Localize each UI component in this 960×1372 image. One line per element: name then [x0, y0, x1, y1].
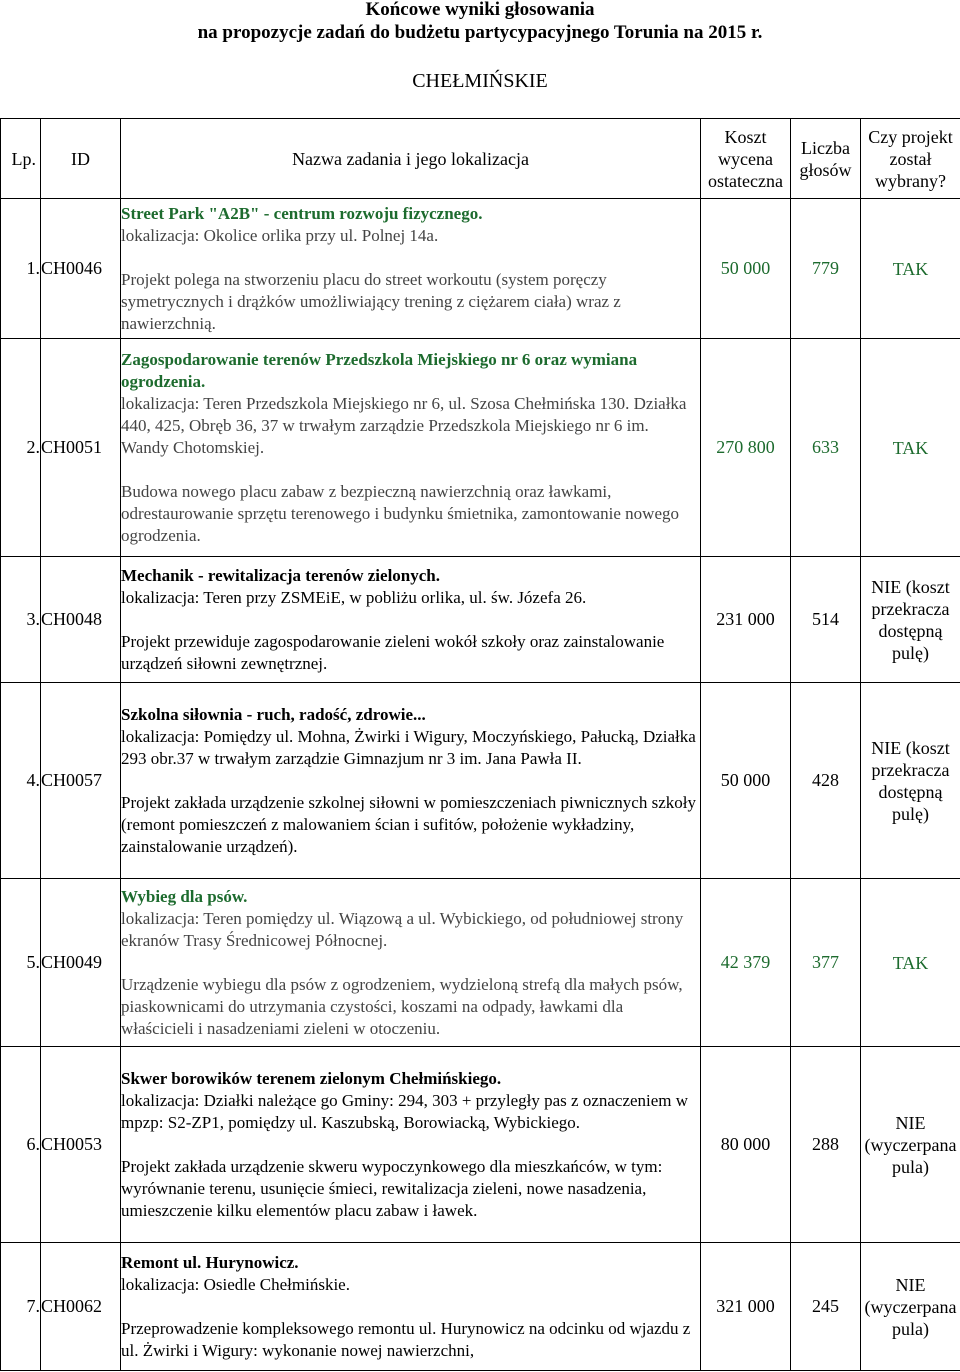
- row-id: CH0057: [41, 683, 121, 879]
- table-row: [1, 557, 960, 683]
- project-title: Skwer borowików terenem zielonym Chełmińskiego.: [121, 1068, 502, 1088]
- row-lp: 6.: [1, 1047, 41, 1243]
- row-id: CH0048: [41, 557, 121, 683]
- row-selected: TAK: [861, 339, 960, 557]
- table-row: [1, 1243, 960, 1371]
- row-votes: 377: [791, 879, 861, 1047]
- project-title: Wybieg dla psów.: [121, 886, 248, 906]
- row-id: CH0046: [41, 199, 121, 339]
- header-lp: Lp.: [1, 119, 41, 199]
- row-votes: 514: [791, 557, 861, 683]
- table-row: [1, 879, 960, 1047]
- project-location: lokalizacja: Teren przy ZSMEiE, w pobliżu orlika, ul. św. Józefa 26.: [121, 587, 587, 607]
- project-location: lokalizacja: Teren Przedszkola Miejskiego nr 6, ul. Szosa Chełmińska 130. Działka 440, 425, Obręb 36, 37 w trwałym zarządzie Przedszkola Miejskiego nr 6 im. Wandy Chotomskiej.: [121, 393, 687, 457]
- results-table: [0, 118, 960, 1371]
- row-votes: 779: [791, 199, 861, 339]
- project-location: lokalizacja: Osiedle Chełmińskie.: [121, 1274, 350, 1294]
- project-description: Budowa nowego placu zabaw z bezpieczną nawierzchnią oraz ławkami, odrestaurowanie sprzętu terenowego i budynku śmietnika, zamontowanie nowego ogrodzenia.: [121, 481, 680, 545]
- table-row: [1, 683, 960, 879]
- project-title: Szkolna siłownia - ruch, radość, zdrowie...: [121, 704, 426, 724]
- row-votes: 288: [791, 1047, 861, 1243]
- row-cost: 321 000: [701, 1243, 791, 1371]
- row-lp: 3.: [1, 557, 41, 683]
- district-name: CHEŁMIŃSKIE: [412, 70, 548, 92]
- row-description-cell: [121, 339, 701, 557]
- table-header-row: [1, 119, 960, 199]
- row-lp: 4.: [1, 683, 41, 879]
- project-title: Zagospodarowanie terenów Przedszkola Miejskiego nr 6 oraz wymiana ogrodzenia.: [121, 349, 638, 391]
- table-row: [1, 199, 960, 339]
- row-lp: 5.: [1, 879, 41, 1047]
- row-description-cell: [121, 199, 701, 339]
- project-location: lokalizacja: Pomiędzy ul. Mohna, Żwirki i Wigury, Moczyńskiego, Pałucką, Działka 293 obr.37 w trwałym zarządzie Gimnazjum nr 3 im. Jana Pawła II.: [121, 726, 696, 768]
- project-description: Urządzenie wybiegu dla psów z ogrodzeniem, wydzieloną strefą dla małych psów, piaskownicami do utrzymania czystości, koszami na odpady, ławkami dla właścicieli i nasadzeniami zieleni w otoczeniu.: [121, 974, 683, 1038]
- row-cost: 50 000: [701, 199, 791, 339]
- row-cost: 80 000: [701, 1047, 791, 1243]
- project-location: lokalizacja: Okolice orlika przy ul. Polnej 14a.: [121, 225, 439, 245]
- row-description-cell: [121, 683, 701, 879]
- project-title: Mechanik - rewitalizacja terenów zielonych.: [121, 565, 440, 585]
- row-cost: 231 000: [701, 557, 791, 683]
- row-description-cell: [121, 1243, 701, 1371]
- project-description: Projekt zakłada urządzenie szkolnej siłowni w pomieszczeniach piwnicznych szkoły (remont pomieszczeń z malowaniem ścian i sufitów, położenie wykładziny, zainstalowanie urządzeń).: [121, 792, 696, 856]
- row-lp: 7.: [1, 1243, 41, 1371]
- project-description: Projekt polega na stworzeniu placu do street workoutu (system poręczy symetrycznych i drążków umożliwiający trening z ciężarem ciała) wraz z nawierzchnią.: [121, 269, 621, 333]
- project-description: Projekt przewiduje zagospodarowanie zieleni wokół szkoły oraz zainstalowanie urządzeń siłowni zewnętrznej.: [121, 631, 665, 673]
- row-cost: 50 000: [701, 683, 791, 879]
- row-selected: NIE (koszt przekracza dostępną pulę): [861, 683, 960, 879]
- row-selected: TAK: [861, 199, 960, 339]
- row-description-cell: [121, 1047, 701, 1243]
- row-cost: 270 800: [701, 339, 791, 557]
- row-description-cell: [121, 557, 701, 683]
- row-id: CH0053: [41, 1047, 121, 1243]
- project-location: lokalizacja: Działki należące go Gminy: 294, 303 + przyległy pas z oznaczeniem w mpzp: S2-ZP1, pomiędzy ul. Kaszubską, Borowiacką, Wybickiego.: [121, 1090, 689, 1132]
- row-selected: NIE (wyczerpana pula): [861, 1047, 960, 1243]
- row-lp: 1.: [1, 199, 41, 339]
- row-lp: 2.: [1, 339, 41, 557]
- header-votes: Liczba głosów: [791, 119, 861, 199]
- project-description: Przeprowadzenie kompleksowego remontu ul. Hurynowicz na odcinku od wjazdu z ul. Żwirki i Wigury: wykonanie nowej nawierzchni,: [121, 1318, 691, 1360]
- table-row: [1, 1047, 960, 1243]
- project-description: Projekt zakłada urządzenie skweru wypoczynkowego dla mieszkańców, w tym: wyrównanie terenu, usunięcie śmieci, rewitalizacja zieleni, nowe nasadzenia, umieszczenie kilku elementów placu zabaw i ławek.: [121, 1156, 663, 1220]
- header-id: ID: [41, 119, 121, 199]
- header-selected: Czy projekt został wybrany?: [861, 119, 960, 199]
- project-title: Street Park "A2B" - centrum rozwoju fizycznego.: [121, 203, 483, 223]
- row-selected: TAK: [861, 879, 960, 1047]
- row-selected: NIE (wyczerpana pula): [861, 1243, 960, 1371]
- row-cost: 42 379: [701, 879, 791, 1047]
- row-id: CH0051: [41, 339, 121, 557]
- row-votes: 633: [791, 339, 861, 557]
- row-votes: 428: [791, 683, 861, 879]
- row-description-cell: [121, 879, 701, 1047]
- report-subtitle: na propozycje zadań do budżetu partycypacyjnego Torunia na 2015 r.: [197, 22, 763, 43]
- header-name: Nazwa zadania i jego lokalizacja: [121, 119, 701, 199]
- table-row: [1, 339, 960, 557]
- row-id: CH0062: [41, 1243, 121, 1371]
- row-votes: 245: [791, 1243, 861, 1371]
- row-selected: NIE (koszt przekracza dostępną pulę): [861, 557, 960, 683]
- project-location: lokalizacja: Teren pomiędzy ul. Wiązową a ul. Wybickiego, od południowej strony ekranów Trasy Średnicowej Północnej.: [121, 908, 684, 950]
- header-cost: Koszt wycena ostateczna: [701, 119, 791, 199]
- report-title: Końcowe wyniki głosowania: [365, 0, 595, 20]
- project-title: Remont ul. Hurynowicz.: [121, 1252, 299, 1272]
- row-id: CH0049: [41, 879, 121, 1047]
